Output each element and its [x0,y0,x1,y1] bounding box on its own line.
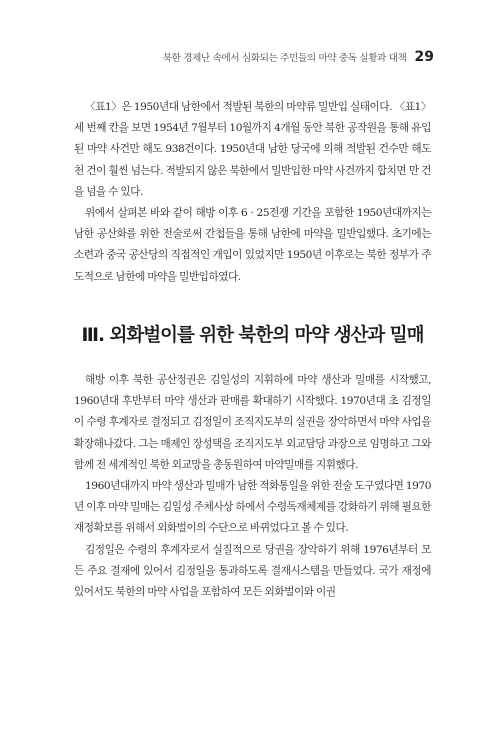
paragraph: 위에서 살펴본 바와 같이 해방 이후 6 · 25전쟁 기간을 포함한 1950년대까지는 남한 공산화를 위한 전술로써 간첩들을 통해 남한에 마약을 밀반입했다. 초기에는 소련과 중국 공산당의 직접적인 개입이 있었지만 1950년 이후로는 북한 정부가 주도적으로 남한에 마약을 밀반입하였다. [74,207,431,283]
section-heading: Ⅲ. 외화벌이를 위한 북한의 마약 생산과 밀매 [81,325,424,346]
paragraph: 〈표1〉은 1950년대 남한에서 적발된 북한의 마약류 밀반입 실태이다. 〈표1〉 세 번째 칸을 보면 1954년 7월부터 10월까지 4개월 동안 북한 공작원을 통해 유입된 마약 사건만 해도 938건이다. 1950년대 남한 당국에 의해 적발된 건수만 해도 천 건이 훨씬 넘는다. 적발되지 않은 북한에서 밀반입한 마약 사건까지 합치면 만 건을 넘을 수 있다. [74,101,431,198]
paragraph: 1960년대까지 마약 생산과 밀매가 남한 적화통일을 위한 전술 도구였다면 1970년 이후 마약 밀매는 김일성 주체사상 하에서 수령독재체제를 강화하기 위해 필요한 재정확보를 위해서 외화벌이의 수단으로 바뀌었다고 볼 수 있다. [74,480,432,535]
paragraph: 해방 이후 북한 공산정권은 김일성의 지휘하에 마약 생산과 밀매를 시작했고, 1960년대 후반부터 마약 생산과 판매를 확대하기 시작했다. 1970년대 초 김정일이 수령 후계자로 결정되고 김정일이 조직지도부의 실권을 장악하면서 마약 사업을 확장해나갔다. 그는 매제인 장성택을 조직지도부 외교담당 과장으로 임명하고 그와 함께 전 세계적인 북한 외교망을 총동원하여 마약밀매를 지휘했다. [74,374,431,471]
paragraph: 김정일은 수령의 후계자로서 실질적으로 당권을 장악하기 위해 1976년부터 모든 주요 결재에 있어서 김정일을 통과하도록 결재시스템을 만들었다. 국가 재정에 있어서도 북한의 마약 사업을 포함하여 모든 외화벌이와 이권 [74,543,431,599]
page-number: 29 [414,49,434,65]
running-title: 북한 경제난 속에서 심화되는 주민들의 마약 중독 실황과 대책 [162,53,407,64]
body-text-block-2 [74,370,431,603]
body-text-block-1 [74,97,431,288]
running-header [163,49,434,65]
